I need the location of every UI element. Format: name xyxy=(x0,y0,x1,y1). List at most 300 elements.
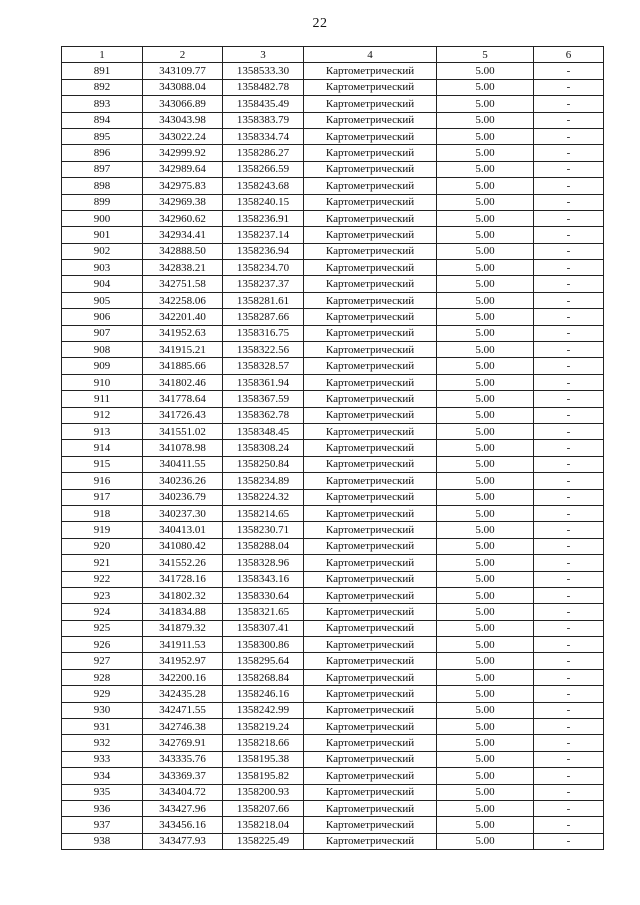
table-cell: 5.00 xyxy=(437,243,534,259)
table-cell: - xyxy=(534,489,604,505)
table-cell: Картометрический xyxy=(304,702,437,718)
table-row xyxy=(62,686,604,702)
table-cell: 5.00 xyxy=(437,210,534,226)
table-cell: 895 xyxy=(62,128,143,144)
table-cell: - xyxy=(534,719,604,735)
table-row xyxy=(62,571,604,587)
table-cell: Картометрический xyxy=(304,276,437,292)
table-cell: - xyxy=(534,276,604,292)
table-cell: 341551.02 xyxy=(143,423,223,439)
table-cell: - xyxy=(534,96,604,112)
table-cell: Картометрический xyxy=(304,309,437,325)
table-cell: 5.00 xyxy=(437,145,534,161)
table-cell: 341952.97 xyxy=(143,653,223,669)
table-cell: 1358236.91 xyxy=(223,210,304,226)
table-cell: 341080.42 xyxy=(143,538,223,554)
table-row xyxy=(62,719,604,735)
table-cell: 1358362.78 xyxy=(223,407,304,423)
table-cell: 1358195.82 xyxy=(223,768,304,784)
column-header: 1 xyxy=(62,47,143,63)
table-cell: 5.00 xyxy=(437,309,534,325)
table-cell: 1358316.75 xyxy=(223,325,304,341)
table-cell: 341834.88 xyxy=(143,604,223,620)
table-cell: Картометрический xyxy=(304,571,437,587)
table-cell: Картометрический xyxy=(304,407,437,423)
table-cell: 5.00 xyxy=(437,800,534,816)
table-cell: - xyxy=(534,620,604,636)
table-cell: 5.00 xyxy=(437,423,534,439)
table-cell: 342934.41 xyxy=(143,227,223,243)
table-cell: - xyxy=(534,522,604,538)
table-cell: 1358295.64 xyxy=(223,653,304,669)
table-cell: 893 xyxy=(62,96,143,112)
table-row xyxy=(62,260,604,276)
table-cell: Картометрический xyxy=(304,620,437,636)
table-cell: 1358308.24 xyxy=(223,440,304,456)
table-cell: 5.00 xyxy=(437,128,534,144)
table-cell: Картометрический xyxy=(304,178,437,194)
table-cell: - xyxy=(534,260,604,276)
table-cell: - xyxy=(534,227,604,243)
table-cell: Картометрический xyxy=(304,768,437,784)
table-cell: 5.00 xyxy=(437,96,534,112)
table-cell: Картометрический xyxy=(304,833,437,849)
table-cell: 5.00 xyxy=(437,571,534,587)
table-cell: 1358236.94 xyxy=(223,243,304,259)
table-cell: - xyxy=(534,309,604,325)
table-cell: - xyxy=(534,637,604,653)
table-row xyxy=(62,423,604,439)
table-cell: 1358300.86 xyxy=(223,637,304,653)
table-cell: - xyxy=(534,473,604,489)
table-row xyxy=(62,604,604,620)
table-row xyxy=(62,473,604,489)
table-cell: 342471.55 xyxy=(143,702,223,718)
table-cell: - xyxy=(534,686,604,702)
table-row xyxy=(62,309,604,325)
table-cell: 1358328.57 xyxy=(223,358,304,374)
table-row xyxy=(62,292,604,308)
table-cell: - xyxy=(534,358,604,374)
table-cell: - xyxy=(534,63,604,79)
table-row xyxy=(62,79,604,95)
table-cell: 1358266.59 xyxy=(223,161,304,177)
table-cell: - xyxy=(534,751,604,767)
table-cell: - xyxy=(534,538,604,554)
table-cell: 5.00 xyxy=(437,112,534,128)
table-cell: 1358533.30 xyxy=(223,63,304,79)
table-cell: 5.00 xyxy=(437,587,534,603)
table-row xyxy=(62,735,604,751)
table-cell: Картометрический xyxy=(304,784,437,800)
column-header: 6 xyxy=(534,47,604,63)
table-cell: Картометрический xyxy=(304,686,437,702)
table-cell: Картометрический xyxy=(304,735,437,751)
table-cell: 928 xyxy=(62,669,143,685)
table-cell: - xyxy=(534,587,604,603)
table-cell: 1358330.64 xyxy=(223,587,304,603)
table-cell: 1358243.68 xyxy=(223,178,304,194)
table-cell: 5.00 xyxy=(437,473,534,489)
table-cell: 916 xyxy=(62,473,143,489)
table-cell: 343427.96 xyxy=(143,800,223,816)
table-cell: 1358250.84 xyxy=(223,456,304,472)
table-row xyxy=(62,702,604,718)
table-cell: Картометрический xyxy=(304,96,437,112)
table-cell: - xyxy=(534,292,604,308)
table-cell: Картометрический xyxy=(304,505,437,521)
table-body xyxy=(62,63,604,850)
table-cell: 1358242.99 xyxy=(223,702,304,718)
table-cell: 5.00 xyxy=(437,735,534,751)
table-row xyxy=(62,555,604,571)
table-cell: 912 xyxy=(62,407,143,423)
table-cell: 5.00 xyxy=(437,833,534,849)
table-cell: 343456.16 xyxy=(143,817,223,833)
table-cell: 5.00 xyxy=(437,522,534,538)
table-cell: Картометрический xyxy=(304,145,437,161)
table-cell: 341078.98 xyxy=(143,440,223,456)
table-cell: 1358207.66 xyxy=(223,800,304,816)
table-cell: 1358307.41 xyxy=(223,620,304,636)
table-cell: - xyxy=(534,112,604,128)
column-header: 2 xyxy=(143,47,223,63)
table-row xyxy=(62,63,604,79)
table-cell: - xyxy=(534,800,604,816)
table-cell: 1358334.74 xyxy=(223,128,304,144)
table-cell: 909 xyxy=(62,358,143,374)
table-cell: 342746.38 xyxy=(143,719,223,735)
table-cell: - xyxy=(534,653,604,669)
table-cell: Картометрический xyxy=(304,653,437,669)
table-row xyxy=(62,391,604,407)
table-cell: Картометрический xyxy=(304,79,437,95)
table-cell: - xyxy=(534,145,604,161)
table-cell: 1358237.37 xyxy=(223,276,304,292)
table-cell: Картометрический xyxy=(304,637,437,653)
table-cell: 5.00 xyxy=(437,325,534,341)
table-cell: 905 xyxy=(62,292,143,308)
table-cell: 5.00 xyxy=(437,440,534,456)
table-cell: - xyxy=(534,768,604,784)
table-cell: Картометрический xyxy=(304,128,437,144)
table-row xyxy=(62,227,604,243)
table-cell: Картометрический xyxy=(304,604,437,620)
table-cell: 5.00 xyxy=(437,194,534,210)
table-cell: - xyxy=(534,161,604,177)
table-cell: 1358328.96 xyxy=(223,555,304,571)
table-cell: - xyxy=(534,178,604,194)
table-cell: - xyxy=(534,423,604,439)
table-cell: Картометрический xyxy=(304,227,437,243)
table-cell: 919 xyxy=(62,522,143,538)
table-cell: 932 xyxy=(62,735,143,751)
table-cell: 341952.63 xyxy=(143,325,223,341)
table-cell: 1358281.61 xyxy=(223,292,304,308)
table-cell: 343066.89 xyxy=(143,96,223,112)
table-cell: 5.00 xyxy=(437,227,534,243)
table-cell: 5.00 xyxy=(437,161,534,177)
table-cell: Картометрический xyxy=(304,243,437,259)
table-row xyxy=(62,161,604,177)
table-cell: 5.00 xyxy=(437,784,534,800)
table-cell: 931 xyxy=(62,719,143,735)
table-cell: 1358268.84 xyxy=(223,669,304,685)
table-cell: 341915.21 xyxy=(143,342,223,358)
table-cell: 340411.55 xyxy=(143,456,223,472)
table-cell: 343369.37 xyxy=(143,768,223,784)
table-cell: 343022.24 xyxy=(143,128,223,144)
table-row xyxy=(62,96,604,112)
table-row xyxy=(62,128,604,144)
table-cell: 936 xyxy=(62,800,143,816)
table-header-row xyxy=(62,47,604,63)
table-cell: 5.00 xyxy=(437,817,534,833)
table-cell: 342769.91 xyxy=(143,735,223,751)
table-cell: 920 xyxy=(62,538,143,554)
table-row xyxy=(62,489,604,505)
table-cell: 906 xyxy=(62,309,143,325)
table-cell: - xyxy=(534,440,604,456)
table-cell: 925 xyxy=(62,620,143,636)
table-cell: 924 xyxy=(62,604,143,620)
table-cell: Картометрический xyxy=(304,751,437,767)
table-row xyxy=(62,194,604,210)
table-row xyxy=(62,358,604,374)
table-cell: - xyxy=(534,194,604,210)
table-cell: 894 xyxy=(62,112,143,128)
table-cell: 898 xyxy=(62,178,143,194)
table-cell: Картометрический xyxy=(304,522,437,538)
table-cell: - xyxy=(534,555,604,571)
table-cell: 927 xyxy=(62,653,143,669)
table-cell: 343404.72 xyxy=(143,784,223,800)
table-cell: Картометрический xyxy=(304,194,437,210)
table-cell: - xyxy=(534,784,604,800)
table-cell: 342201.40 xyxy=(143,309,223,325)
table-row xyxy=(62,407,604,423)
table-cell: 1358287.66 xyxy=(223,309,304,325)
table-cell: 1358200.93 xyxy=(223,784,304,800)
table-cell: Картометрический xyxy=(304,63,437,79)
table-cell: 340413.01 xyxy=(143,522,223,538)
table-cell: 5.00 xyxy=(437,653,534,669)
table-cell: 5.00 xyxy=(437,505,534,521)
table-cell: 5.00 xyxy=(437,538,534,554)
table-cell: 341726.43 xyxy=(143,407,223,423)
table-cell: - xyxy=(534,669,604,685)
table-cell: Картометрический xyxy=(304,391,437,407)
table-cell: - xyxy=(534,391,604,407)
table-cell: Картометрический xyxy=(304,374,437,390)
table-cell: 1358230.71 xyxy=(223,522,304,538)
table-cell: 5.00 xyxy=(437,489,534,505)
table-cell: 1358219.24 xyxy=(223,719,304,735)
table-cell: 901 xyxy=(62,227,143,243)
table-cell: 341728.16 xyxy=(143,571,223,587)
table-cell: 922 xyxy=(62,571,143,587)
table-cell: 1358435.49 xyxy=(223,96,304,112)
table-cell: 934 xyxy=(62,768,143,784)
table-cell: 5.00 xyxy=(437,292,534,308)
table-cell: 5.00 xyxy=(437,391,534,407)
table-row xyxy=(62,374,604,390)
table-cell: 921 xyxy=(62,555,143,571)
table-cell: 342989.64 xyxy=(143,161,223,177)
table-cell: 343088.04 xyxy=(143,79,223,95)
table-cell: 915 xyxy=(62,456,143,472)
table-cell: 1358367.59 xyxy=(223,391,304,407)
column-header: 4 xyxy=(304,47,437,63)
table-row xyxy=(62,800,604,816)
table-cell: Картометрический xyxy=(304,473,437,489)
table-cell: - xyxy=(534,817,604,833)
table-cell: 341778.64 xyxy=(143,391,223,407)
table-cell: 926 xyxy=(62,637,143,653)
table-cell: Картометрический xyxy=(304,342,437,358)
table-cell: Картометрический xyxy=(304,358,437,374)
table-cell: Картометрический xyxy=(304,538,437,554)
table-cell: 891 xyxy=(62,63,143,79)
table-cell: 343477.93 xyxy=(143,833,223,849)
table-row xyxy=(62,505,604,521)
table-cell: - xyxy=(534,735,604,751)
table-row xyxy=(62,669,604,685)
table-cell: - xyxy=(534,79,604,95)
table-cell: 1358195.38 xyxy=(223,751,304,767)
table-cell: 1358237.14 xyxy=(223,227,304,243)
table-cell: Картометрический xyxy=(304,817,437,833)
table-cell: 5.00 xyxy=(437,620,534,636)
table-cell: 341911.53 xyxy=(143,637,223,653)
table-cell: 340236.26 xyxy=(143,473,223,489)
table-cell: - xyxy=(534,243,604,259)
table-cell: - xyxy=(534,833,604,849)
table-cell: 342838.21 xyxy=(143,260,223,276)
coordinates-table xyxy=(61,46,604,850)
table-cell: 1358218.04 xyxy=(223,817,304,833)
table-cell: - xyxy=(534,128,604,144)
table-cell: 341885.66 xyxy=(143,358,223,374)
table-row xyxy=(62,751,604,767)
table-row xyxy=(62,178,604,194)
table-cell: 1358348.45 xyxy=(223,423,304,439)
table-cell: 902 xyxy=(62,243,143,259)
table-cell: 341552.26 xyxy=(143,555,223,571)
table-row xyxy=(62,456,604,472)
table-cell: 937 xyxy=(62,817,143,833)
table-cell: Картометрический xyxy=(304,800,437,816)
table-cell: 5.00 xyxy=(437,276,534,292)
table-cell: 1358343.16 xyxy=(223,571,304,587)
table-cell: 910 xyxy=(62,374,143,390)
table-cell: Картометрический xyxy=(304,489,437,505)
table-cell: 341802.46 xyxy=(143,374,223,390)
table-cell: 1358224.32 xyxy=(223,489,304,505)
table-cell: 343043.98 xyxy=(143,112,223,128)
table-row xyxy=(62,538,604,554)
table-cell: - xyxy=(534,604,604,620)
table-cell: 1358383.79 xyxy=(223,112,304,128)
column-header: 3 xyxy=(223,47,304,63)
table-row xyxy=(62,653,604,669)
table-cell: 935 xyxy=(62,784,143,800)
table-row xyxy=(62,342,604,358)
table-cell: 5.00 xyxy=(437,669,534,685)
table-row xyxy=(62,325,604,341)
table-cell: 5.00 xyxy=(437,260,534,276)
table-cell: 1358322.56 xyxy=(223,342,304,358)
table-cell: Картометрический xyxy=(304,719,437,735)
table-cell: 340237.30 xyxy=(143,505,223,521)
table-cell: 1358321.65 xyxy=(223,604,304,620)
table-cell: 340236.79 xyxy=(143,489,223,505)
table-cell: 923 xyxy=(62,587,143,603)
table-cell: 908 xyxy=(62,342,143,358)
table-cell: Картометрический xyxy=(304,587,437,603)
table-row xyxy=(62,620,604,636)
table-cell: 342751.58 xyxy=(143,276,223,292)
table-cell: 5.00 xyxy=(437,79,534,95)
table-row xyxy=(62,817,604,833)
table-cell: 1358286.27 xyxy=(223,145,304,161)
table-cell: 1358218.66 xyxy=(223,735,304,751)
table-cell: 342975.83 xyxy=(143,178,223,194)
table-cell: 342888.50 xyxy=(143,243,223,259)
table-cell: 918 xyxy=(62,505,143,521)
table-cell: 938 xyxy=(62,833,143,849)
table-cell: 5.00 xyxy=(437,178,534,194)
table-row xyxy=(62,768,604,784)
table-row xyxy=(62,587,604,603)
table-cell: - xyxy=(534,456,604,472)
table-cell: - xyxy=(534,702,604,718)
table-cell: 1358482.78 xyxy=(223,79,304,95)
table-cell: 1358234.89 xyxy=(223,473,304,489)
table-cell: 5.00 xyxy=(437,456,534,472)
table-cell: Картометрический xyxy=(304,555,437,571)
table-cell: 5.00 xyxy=(437,751,534,767)
table-row xyxy=(62,276,604,292)
table-cell: Картометрический xyxy=(304,161,437,177)
table-cell: - xyxy=(534,407,604,423)
table-cell: 913 xyxy=(62,423,143,439)
table-cell: 342200.16 xyxy=(143,669,223,685)
table-cell: - xyxy=(534,342,604,358)
table-cell: 342999.92 xyxy=(143,145,223,161)
table-cell: 896 xyxy=(62,145,143,161)
table-cell: Картометрический xyxy=(304,456,437,472)
table-cell: 897 xyxy=(62,161,143,177)
table-cell: 914 xyxy=(62,440,143,456)
table-row xyxy=(62,784,604,800)
table-cell: 5.00 xyxy=(437,768,534,784)
table-cell: 343335.76 xyxy=(143,751,223,767)
table-cell: 5.00 xyxy=(437,604,534,620)
table-cell: 892 xyxy=(62,79,143,95)
table-cell: 1358288.04 xyxy=(223,538,304,554)
table-cell: 907 xyxy=(62,325,143,341)
table-cell: 917 xyxy=(62,489,143,505)
table-cell: 342435.28 xyxy=(143,686,223,702)
table-cell: Картометрический xyxy=(304,325,437,341)
table-cell: 899 xyxy=(62,194,143,210)
column-header: 5 xyxy=(437,47,534,63)
table-cell: 5.00 xyxy=(437,702,534,718)
table-cell: Картометрический xyxy=(304,112,437,128)
table-cell: 1358234.70 xyxy=(223,260,304,276)
table-cell: - xyxy=(534,505,604,521)
